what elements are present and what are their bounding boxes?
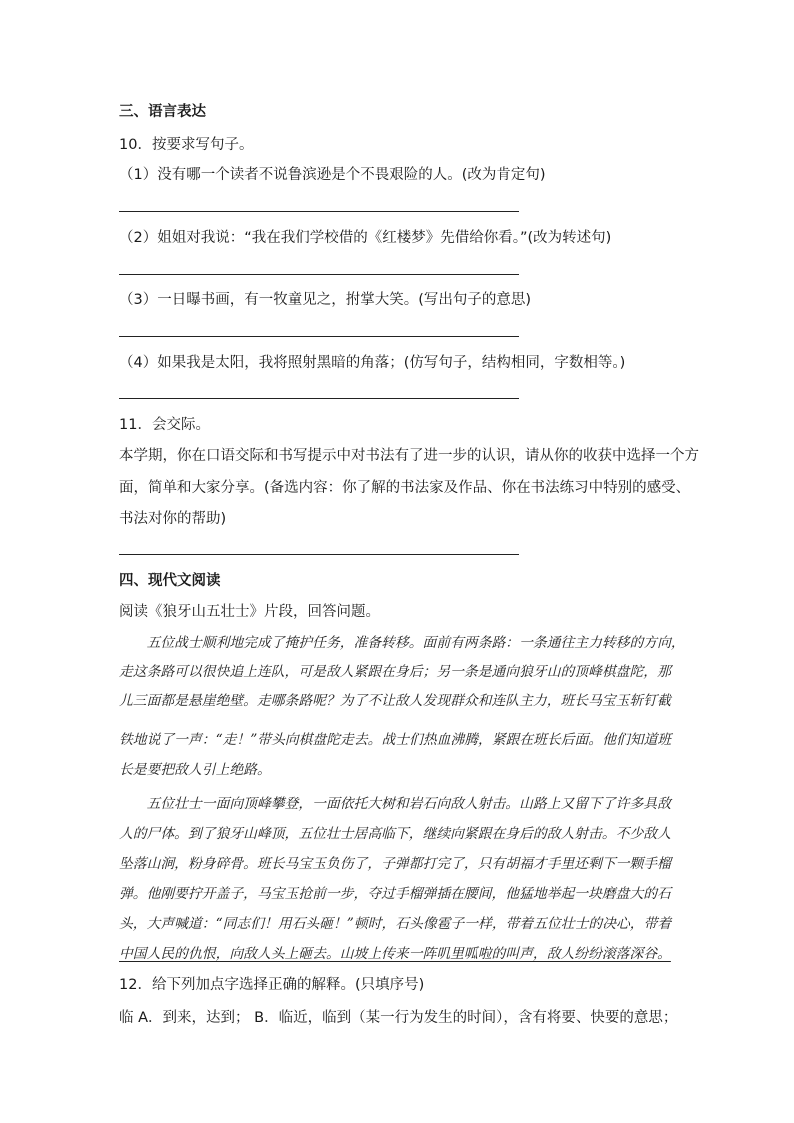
passage-line-underlined: 中国人民的仇恨，向敌人头上砸去。山坡上传来一阵叽里呱啦的叫声，敌人纷纷滚落深谷。 xyxy=(119,946,671,962)
question-10-item-4: （4）如果我是太阳，我将照射黑暗的角落；(仿写句子，结构相同，字数相等。) xyxy=(119,355,626,371)
question-10-prompt: 10．按要求写句子。 xyxy=(119,137,254,153)
passage-line: 坠落山涧，粉身碎骨。班长马宝玉负伤了，子弹都打完了，只有胡福才手里还剩下一颗手榴 xyxy=(119,856,671,872)
question-12-options: 临 A．到来，达到； B．临近，临到（某一行为发生的时间），含有将要、快要的意思； xyxy=(119,1010,678,1026)
passage-line: 儿三面都是悬崖绝壁。走哪条路呢？为了不让敌人发现群众和连队主力，班长马宝玉斩钉截 xyxy=(119,693,671,709)
question-11-body-line: 面，简单和大家分享。(备选内容：你了解的书法家及作品、你在书法练习中特别的感受、 xyxy=(119,480,691,496)
answer-line-5[interactable] xyxy=(119,554,519,555)
passage-line: 铁地说了一声：“走！”带头向棋盘陀走去。战士们热血沸腾，紧跟在班长后面。他们知道班 xyxy=(119,732,672,748)
answer-line-2[interactable] xyxy=(119,274,519,275)
question-11-body-line: 本学期，你在口语交际和书写提示中对书法有了进一步的认识，请从你的收获中选择一个方 xyxy=(119,448,699,464)
question-10-item-3: （3）一日曝书画，有一牧童见之，拊掌大笑。(写出句子的意思) xyxy=(119,292,532,308)
question-10-item-2: （2）姐姐对我说：“我在我们学校借的《红楼梦》先借给你看。”(改为转述句) xyxy=(119,230,612,246)
question-12-prompt: 12．给下列加点字选择正确的解释。(只填序号) xyxy=(119,977,425,993)
section-heading-language-expression: 三、语言表达 xyxy=(119,104,206,120)
passage-line: 长是要把敌人引上绝路。 xyxy=(119,762,271,778)
passage-line: 走这条路可以很快追上连队，可是敌人紧跟在身后；另一条是通向狼牙山的顶峰棋盘陀，那 xyxy=(119,664,671,680)
passage-line: 头，大声喊道：“同志们！用石头砸！”顿时，石头像雹子一样，带着五位壮士的决心，带着 xyxy=(119,916,672,932)
answer-line-4[interactable] xyxy=(119,398,519,399)
passage-line: 五位壮士一面向顶峰攀登，一面依托大树和岩石向敌人射击。山路上又留下了许多具敌 xyxy=(119,796,671,812)
question-10-item-1: （1）没有哪一个读者不说鲁滨逊是个不畏艰险的人。(改为肯定句) xyxy=(119,167,546,183)
answer-line-3[interactable] xyxy=(119,336,519,337)
section-heading-modern-reading: 四、现代文阅读 xyxy=(119,573,221,589)
passage-line: 弹。他刚要拧开盖子，马宝玉抢前一步，夺过手榴弹插在腰间，他猛地举起一块磨盘大的石 xyxy=(119,886,671,902)
question-11-prompt: 11．会交际。 xyxy=(119,417,210,433)
answer-line-1[interactable] xyxy=(119,211,519,212)
passage-line: 五位战士顺利地完成了掩护任务，准备转移。面前有两条路：一条通往主力转移的方向， xyxy=(119,635,685,651)
passage-line: 人的尸体。到了狼牙山峰顶，五位壮士居高临下，继续向紧跟在身后的敌人射击。不少敌人 xyxy=(119,826,671,842)
question-11-body-line: 书法对你的帮助) xyxy=(119,511,227,527)
reading-intro: 阅读《狼牙山五壮士》片段，回答问题。 xyxy=(119,604,380,620)
